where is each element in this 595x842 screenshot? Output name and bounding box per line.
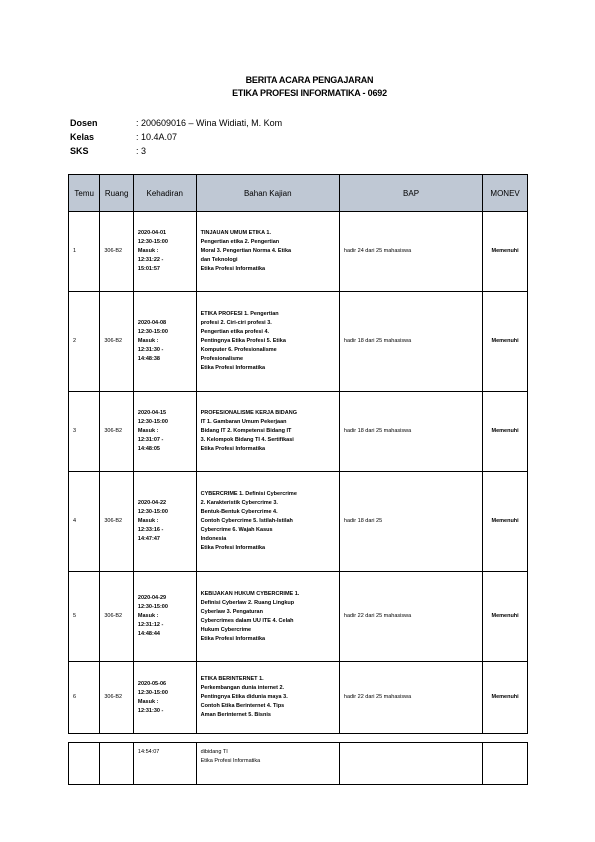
kehadiran-line: 2020-04-08 [137,320,167,326]
kehadiran-line: 14:48:05 [137,446,160,452]
temu-cell [69,743,100,785]
page-subtitle: ETIKA PROFESI INFORMATIKA - 0692 [232,88,387,98]
ruang-cell: 306-B2 [100,392,134,472]
bahan-cell [196,572,339,662]
bahan-heading: PROFESIONALISME KERJA BIDANG [200,410,297,416]
temu-cell: 3 [69,392,100,472]
meta-value: : 3 [136,146,147,156]
ruang-cell [100,743,134,785]
temu-cell: 5 [69,572,100,662]
table-row [69,572,528,662]
meta-label: Dosen [70,118,98,128]
bap-cell: hadir 18 dari 25 mahasiswa [339,292,482,392]
kehadiran-line: 12:30-15:00 [137,329,168,335]
column-header-bap: BAP [339,175,482,212]
bahan-line: Bentuk-Bentuk Cybercrime 4. [200,509,278,515]
monev-cell: Memenuhi [483,212,528,292]
bahan-line: profesi 2. Ciri-ciri profesi 3. [200,320,272,326]
kehadiran-cell [133,662,196,734]
kehadiran-line: 12:30-15:00 [137,239,168,245]
bahan-heading: CYBERCRIME 1. Definisi Cybercrime [200,491,297,497]
temu-cell: 2 [69,292,100,392]
page-title: BERITA ACARA PENGAJARAN [245,75,374,85]
ruang-cell: 306-B2 [100,212,134,292]
bahan-line: Pengertian etika 2. Pengertian [200,239,280,245]
bahan-line: Definisi Cyberlaw 2. Ruang Lingkup [200,599,295,606]
bahan-cell [196,662,339,734]
temu-cell: 6 [69,662,100,734]
bahan-cell [196,472,339,572]
column-header-monev: MONEV [483,175,528,212]
table-row [69,662,528,734]
table-row [69,212,528,292]
continuation-table [68,742,528,785]
attendance-table [68,174,528,734]
ruang-cell: 306-B2 [100,292,134,392]
ruang-cell: 306-B2 [100,572,134,662]
monev-cell: Memenuhi [483,292,528,392]
kehadiran-cell [133,572,196,662]
temu-cell: 4 [69,472,100,572]
bahan-line: dan Teknologi [200,257,238,263]
bahan-line: Etika Profesi Informatika [200,446,266,452]
monev-cell: Memenuhi [483,662,528,734]
kehadiran-line: 14:48:38 [137,356,160,362]
kehadiran-line: 12:30-15:00 [137,604,168,610]
bahan-line: Cybercrimes dalam UU ITE 4. Celah [200,617,294,624]
column-header-bahan-kajian: Bahan Kajian [196,175,339,212]
bahan-line: Etika Profesi Informatika [200,545,266,551]
meta-label: Kelas [70,132,95,142]
kehadiran-line: Masuk : [137,338,159,344]
bahan-cell [196,392,339,472]
bap-cell: hadir 22 dari 25 mahasiswa [339,662,482,734]
bap-cell: hadir 24 dari 25 mahasiswa [339,212,482,292]
kehadiran-cell [133,292,196,392]
table-header-row [69,175,528,212]
kehadiran-line: Masuk : [137,698,159,705]
bahan-line: Etika Profesi Informatika [200,635,266,642]
table-row [69,472,528,572]
bahan-line: 3. Kelompok Bidang TI 4. Sertifikasi [200,437,294,443]
kehadiran-line: 12:30-15:00 [137,419,168,425]
meta-value: : 200609016 – Wina Widiati, M. Kom [136,118,283,128]
bahan-line: Perkembangan dunia internet 2. [200,685,285,691]
kehadiran-line: 12:30-15:00 [137,509,168,515]
ruang-cell: 306-B2 [100,662,134,734]
kehadiran-line: 15:01:57 [137,266,160,272]
kehadiran-line: Masuk : [137,248,159,254]
column-header-kehadiran: Kehadiran [133,175,196,212]
table-row [69,743,528,785]
kehadiran-line: 12:31:12 - [137,622,164,628]
bahan-cell [196,212,339,292]
monev-cell [483,743,528,785]
kehadiran-cell: 14:54:07 [133,743,196,785]
kehadiran-cell [133,212,196,292]
bahan-line: Contoh Cybercrime 5. Istilah-Istilah [200,518,293,524]
kehadiran-cell [133,472,196,572]
bahan-cell [196,743,339,785]
bahan-heading: TINJAUAN UMUM ETIKA 1. [200,230,271,236]
kehadiran-line: 2020-04-29 [137,595,167,601]
bahan-line: Etika Profesi Informatika [200,266,266,272]
bahan-line: Etika Profesi Informatika [200,365,266,371]
bahan-line: Etika Profesi Informatika [200,758,261,764]
kehadiran-line: 12:30-15:00 [137,689,168,696]
kehadiran-line: 12:31:07 - [137,437,164,443]
kehadiran-line: 12:31:30 - [137,347,164,353]
bahan-line: Aman Berinternet 5. Bisnis [200,712,271,718]
kehadiran-line: Masuk : [137,518,159,524]
monev-cell: Memenuhi [483,572,528,662]
bahan-line: Pentingnya Etika didunia maya 3. [200,694,288,700]
kehadiran-line: 12:31:22 - [137,257,164,263]
kehadiran-line: 12:33:16 - [137,527,164,533]
kehadiran-line: Masuk : [137,613,159,619]
bap-cell: hadir 18 dari 25 [339,472,482,572]
kehadiran-line: 14:48:44 [137,631,160,637]
bahan-line: Indonesia [200,536,227,542]
bahan-line: 2. Karakteristik Cybercrime 3. [200,500,278,506]
kehadiran-line: 14:47:47 [137,536,160,542]
bahan-heading: ETIKA PROFESI 1. Pengertian [200,311,279,317]
bap-cell: hadir 22 dari 25 mahasiswa [339,572,482,662]
kehadiran-cell [133,392,196,472]
meta-label: SKS [70,146,89,156]
bahan-heading: ETIKA BERINTERNET 1. [200,676,264,682]
bahan-line: Bidang IT 2. Kompetensi Bidang IT [200,428,292,434]
column-header-ruang: Ruang [100,175,134,212]
bahan-line: dibidang TI [200,749,228,755]
bahan-line: Profesionalisme [200,356,244,362]
table-row [69,392,528,472]
table-row [69,292,528,392]
meta-value: : 10.4A.07 [136,132,178,142]
kehadiran-line: 2020-04-15 [137,410,167,416]
bahan-line: Moral 3. Pengertian Norma 4. Etika [200,248,292,254]
bahan-line: Komputer 6. Profesionalisme [200,347,277,353]
bahan-line: Cybercrime 6. Wajah Kasus [200,527,273,533]
bahan-line: Hukum Cybercrime [200,626,252,633]
bahan-line: Contoh Etika Berinternet 4. Tips [200,703,285,709]
bahan-heading: KEBIJAKAN HUKUM CYBERCRIME 1. [200,590,300,597]
kehadiran-line: 12:31:30 - [137,707,164,714]
bahan-cell [196,292,339,392]
monev-cell: Memenuhi [483,392,528,472]
kehadiran-line: Masuk : [137,428,159,434]
bahan-line: Pentingnya Etika Profesi 5. Etika [200,338,286,344]
bahan-line: IT 1. Gambaran Umum Pekerjaan [200,419,287,425]
monev-cell: Memenuhi [483,472,528,572]
ruang-cell: 306-B2 [100,472,134,572]
kehadiran-line: 2020-05-06 [137,680,167,687]
bahan-line: Pengertian etika profesi 4. [200,329,270,335]
column-header-temu: Temu [69,175,100,212]
bap-cell [339,743,482,785]
kehadiran-line: 2020-04-22 [137,500,167,506]
temu-cell: 1 [69,212,100,292]
bap-cell: hadir 18 dari 25 mahasiswa [339,392,482,472]
bahan-line: Cyberlaw 3. Pengaturan [200,608,263,615]
kehadiran-line: 2020-04-01 [137,230,167,236]
